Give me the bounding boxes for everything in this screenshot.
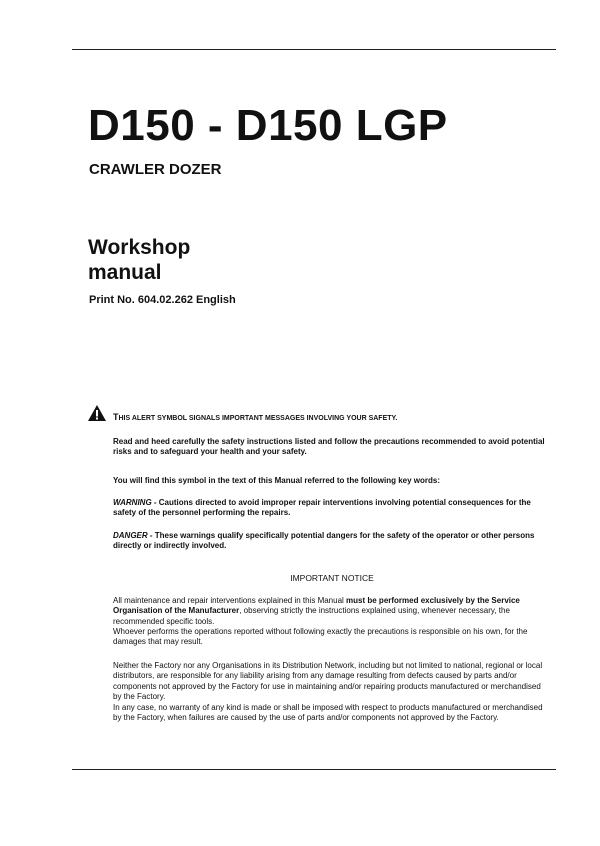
maintenance-text-end: , observing strictly the instructions explained using, whenever necessary, the recommended specific tools. (113, 606, 510, 626)
safety-alert-statement (113, 412, 397, 422)
maintenance-text-bold: must be performed exclusively by the Service Organisation of the Manufacturer (113, 596, 520, 616)
danger-label: DANGER (113, 531, 148, 540)
warning-label: WARNING (113, 498, 152, 507)
maintenance-text-start: All maintenance and repair interventions explained in this Manual (113, 596, 347, 605)
manual-type (88, 235, 308, 285)
bottom-divider (72, 769, 556, 770)
alert-rest-text: HIS ALERT SYMBOL SIGNALS IMPORTANT MESSAGES INVOLVING YOUR SAFETY. (118, 415, 398, 422)
maintenance-paragraph (113, 596, 551, 627)
key-words-intro: You will find this symbol in the text of this Manual referred to the following key words: (113, 476, 440, 485)
liability-paragraph: Neither the Factory nor any Organisations in its Distribution Network, including but not limited to national, regional or local distributors, are responsible for any liability arising from any damage resulting from defects caused by parts and/or components not approved by the Factory for use in maintaining and/or repairing products manufactured or merchandised by the Factory. (113, 661, 543, 702)
warning-text: - Cautions directed to avoid improper repair interventions involving potential consequences for the safety of the personnel performing the repairs. (113, 498, 531, 518)
important-notice-heading: IMPORTANT NOTICE (290, 573, 374, 583)
responsibility-paragraph: Whoever performs the operations reported without following exactly the precautions is responsible on his own, for the damages that may result. (113, 627, 528, 647)
danger-definition (113, 531, 551, 552)
alert-triangle-icon (87, 404, 107, 422)
document-title: D150 - D150 LGP (88, 101, 448, 150)
danger-text: - These warnings qualify specifically potential dangers for the safety of the operator or other persons directly or indirectly involved. (113, 531, 535, 551)
top-divider (72, 49, 556, 50)
warranty-paragraph: In any case, no warranty of any kind is made or shall be imposed with respect to products manufactured or merchandised by the Factory, when failures are caused by the use of parts and/or components not approved by the Factory. (113, 703, 543, 723)
alert-first-letter: T (113, 412, 119, 422)
print-number: Print No. 604.02.262 English (89, 294, 236, 306)
safety-instructions-paragraph: Read and heed carefully the safety instructions listed and follow the precautions recommended to avoid potential risks and to safeguard your health and your safety. (113, 437, 545, 457)
warning-definition (113, 498, 551, 519)
document-subtitle: CRAWLER DOZER (89, 161, 222, 178)
manual-type-line-1: Workshop (88, 236, 191, 259)
manual-type-line-2: manual (88, 261, 162, 284)
